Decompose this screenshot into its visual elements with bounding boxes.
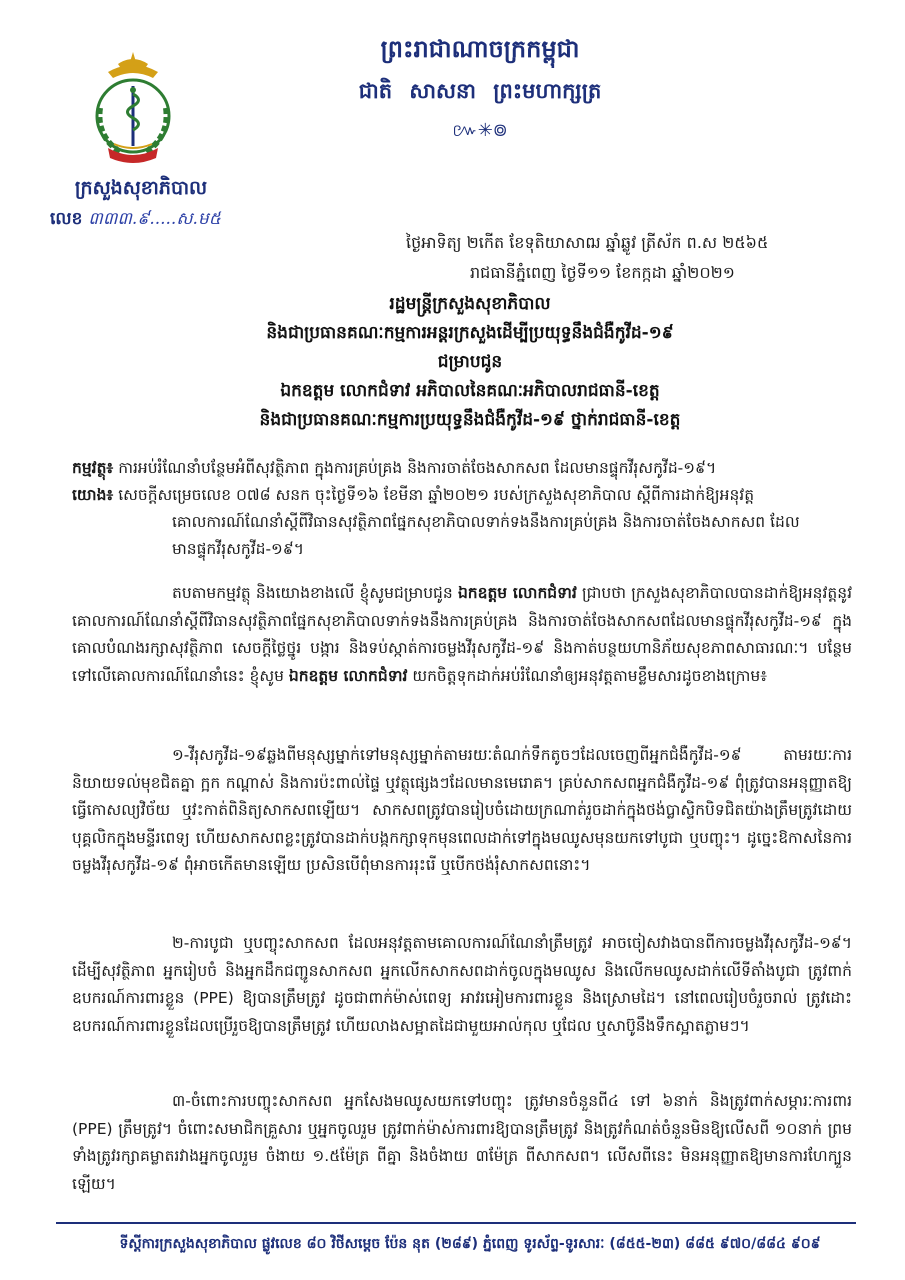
ministry-name: ក្រសួងសុខាភិបាល: [74, 177, 208, 199]
national-motto: ជាតិ សាសនា ព្រះមហាក្សត្រ: [358, 79, 602, 103]
intro-text-1: តបតាមកម្មវត្ថុ និងយោងខាងលើ ខ្ញុំសូមជម្រាបជូន: [172, 584, 458, 602]
point-1: ១-វីរុសកូវីដ-១៩ឆ្លងពីមនុស្សម្នាក់ទៅមនុស្សម្នាក់តាមរយៈតំណក់ទឹកតូចៗដែលចេញពីអ្នកជំងឺកូវីដ-១៩ តាមរយៈការនិយាយទល់មុខជិតគ្នា ក្អក កណ្តាស់ និងការប៉ះពាល់ផ្ទៃ ឬវត្ថុផ្សេងៗដែលមានមេរោគ។ គ្រប់សាកសពអ្នកជំងឺកូវីដ-១៩ ពុំត្រូវបានអនុញ្ញាតឱ្យធ្វើកោសល្យវិច័យ ឬវះកាត់ពិនិត្យសាកសពឡើយ។ សាកសពត្រូវបានរៀបចំដោយក្រណាត់រួចដាក់ក្នុងថង់ប្លាស្ទិកបិទជិតយ៉ាងត្រឹមត្រូវដោយបុគ្គលិកក្នុងមន្ទីរពេទ្យ ហើយសាកសពខ្លះត្រូវបានដាក់បង្កកក្សាទុកមុនពេលដាក់ទៅក្នុងមឈូសមុនយកទៅបូជា ឬបញ្ចុះ។ ដូច្នេះឱកាសនៃការចម្លងវីរុសកូវីដ-១៩ ពុំអាចកើតមានឡើយ ប្រសិនបើពុំមានការរុះរើ ឬបើកថង់រុំសាកសពនោះ។: [72, 746, 852, 874]
recipient-title: ឯកឧត្តម លោកជំទាវ អភិបាលនៃគណៈអភិបាលរាជធានី-ខេត្ត: [280, 381, 660, 401]
reference-text-1: សេចក្តីសម្រេចលេខ ០៧៨ សនក ចុះថ្ងៃទី១៦ ខែមីនា ឆ្នាំ២០២១ របស់ក្រសួងសុខាភិបាល ស្តីពីការដាក់ឱ្យអនុវត្ត: [118, 486, 755, 504]
intro-honorific-2: ឯកឧត្តម លោកជំទាវ: [288, 666, 408, 685]
footer-address: ទីស្តីការក្រសួងសុខាភិបាល ផ្លូវលេខ ៨០ វិថីសម្តេច ប៉ែន នុត (២៨៩) ភ្នំពេញ ទូរស័ព្ទ-ទូរសារៈ (៨៥៥-២៣) ៨៨៥ ៩៧០/៨៨៤ ៩០៩: [119, 1236, 821, 1252]
subject-label: កម្មវត្ថុ៖: [72, 459, 114, 477]
lunar-date: ថ្ងៃអាទិត្យ ២កើត ខែទុតិយាសាឍ ឆ្នាំឆ្លូវ ត្រីស័ក ព.ស ២៥៦៥: [406, 233, 769, 252]
sender-role: និងជាប្រធានគណៈកម្មការអន្តរក្រសួងដើម្បីប្រយុទ្ធនឹងជំងឺកូវីដ-១៩: [266, 323, 674, 343]
subject-text: ការអប់រំណែនាំបន្ថែមអំពីសុវត្ថិភាព ក្នុងការគ្រប់គ្រង និងការចាត់ចែងសាកសព ដែលមានផ្ទុកវីរុសកូវីដ-១៩។: [118, 459, 717, 477]
reference-text-2: គោលការណ៍ណែនាំស្តីពីវិធានសុវត្ថិភាពផ្នែកសុខាភិបាលទាក់ទងនឹងការគ្រប់គ្រង និងការចាត់ចែងសាកសព ដែល: [172, 513, 800, 531]
intro-paragraph: [72, 580, 852, 690]
solar-date: រាជធានីភ្នំពេញ ថ្ងៃទី១១ ខែកក្កដា ឆ្នាំ២០២១: [470, 263, 735, 282]
sender-title: រដ្ឋមន្ត្រីក្រសួងសុខាភិបាល: [389, 294, 551, 314]
intro-honorific-1: ឯកឧត្តម លោកជំទាវ: [457, 584, 577, 602]
footer-divider: [56, 1222, 856, 1224]
ref-number-handwritten: ៣៣៣.៩.....ស.ម៥: [88, 209, 221, 229]
recipient-role: និងជាប្រធានគណៈកម្មការប្រយុទ្ធនឹងជំងឺកូវីដ-១៩ ថ្នាក់រាជធានី-ខេត្ត: [259, 410, 681, 430]
reference-text-3: មានផ្ទុកវីរុសកូវីដ-១៩។: [172, 540, 304, 558]
ref-label: លេខ: [50, 209, 83, 229]
ministry-emblem-icon: [78, 48, 188, 170]
ornament-divider: ៚✳៙: [452, 120, 508, 141]
intro-text-2: ជ្រាបថា ក្រសួងសុខាភិបាលបានដាក់ឱ្យអនុវត្តនូវគោលការណ៍ណែនាំស្តីពីវិធានសុវត្ថិភាពផ្នែកសុខាភិបាលទាក់ទងនឹងការគ្រប់គ្រង និងការចាត់ចែងសាកសពដែលមានផ្ទុកវីរុសកូវីដ-១៩ ក្នុងគោលបំណងរក្សាសុវត្ថិភាព សេចក្តីថ្លៃថ្នូរ បង្ការ និងទប់ស្កាត់ការចម្លងវីរុសកូវីដ-១៩ និងកាត់បន្ថយហានិភ័យសុខភាពសាធារណៈ។ បន្ថែមទៅលើគោលការណ៍ណែនាំនេះ ខ្ញុំសូម: [72, 584, 852, 685]
point-3: ៣-ចំពោះការបញ្ចុះសាកសព អ្នកសែងមឈូសយកទៅបញ្ចុះ ត្រូវមានចំនួនពី៤ ទៅ ៦នាក់ និងត្រូវពាក់សម្ភារៈការពារ (PPE) ត្រឹមត្រូវ។ ចំពោះសមាជិកគ្រួសារ ឬអ្នកចូលរួម ត្រូវពាក់ម៉ាស់ការពារឱ្យបានត្រឹមត្រូវ និងត្រូវកំណត់ចំនួនមិនឱ្យលើសពី ១០នាក់ ព្រមទាំងត្រូវរក្សាគម្លាតរវាងអ្នកចូលរួម ចំងាយ ១.៥ម៉ែត្រ ពីគ្នា និងចំងាយ ៣ម៉ែត្រ ពីសាកសព។ លើសពីនេះ មិនអនុញ្ញាតឱ្យមានការហែក្បួនឡើយ។: [72, 1092, 852, 1193]
reference-block: [72, 482, 852, 563]
kingdom-title: ព្រះរាជាណាចក្រកម្ពុជា: [380, 35, 580, 63]
point-2: ២-ការបូជា ឬបញ្ចុះសាកសព ដែលអនុវត្តតាមគោលការណ៍ណែនាំត្រឹមត្រូវ អាចចៀសវាងបានពីការចម្លងវីរុសកូវីដ-១៩។ ដើម្បីសុវត្ថិភាព អ្នករៀបចំ និងអ្នកដឹកជញ្ជូនសាកសព អ្នកលើកសាកសពដាក់ចូលក្នុងមឈូស និងលើកមឈូសដាក់លើទីតាំងបូជា ត្រូវពាក់ឧបករណ៍ការពារខ្លួន (PPE) ឱ្យបានត្រឹមត្រូវ ដូចជាពាក់ម៉ាស់ពេទ្យ អាវរអៀមការពារខ្លួន និងស្រោមដៃ។ នៅពេលរៀបចំរួចរាល់ ត្រូវដោះឧបករណ៍ការពារខ្លួនដែលប្រើរួចឱ្យបានត្រឹមត្រូវ ហើយលាងសម្អាតដៃជាមួយអាល់កុល ឬជែល ឬសាប៊ូនឹងទឹកស្អាតភ្លាមៗ។: [72, 934, 852, 1035]
reference-label: យោង៖: [72, 486, 114, 504]
subject-line: [72, 455, 852, 482]
salutation: ជម្រាបជូន: [437, 352, 503, 372]
reference-number: [50, 208, 221, 233]
intro-text-3: យកចិត្តទុកដាក់អប់រំណែនាំឲ្យអនុវត្តតាមខ្លឹមសារដូចខាងក្រោម៖: [407, 666, 768, 685]
